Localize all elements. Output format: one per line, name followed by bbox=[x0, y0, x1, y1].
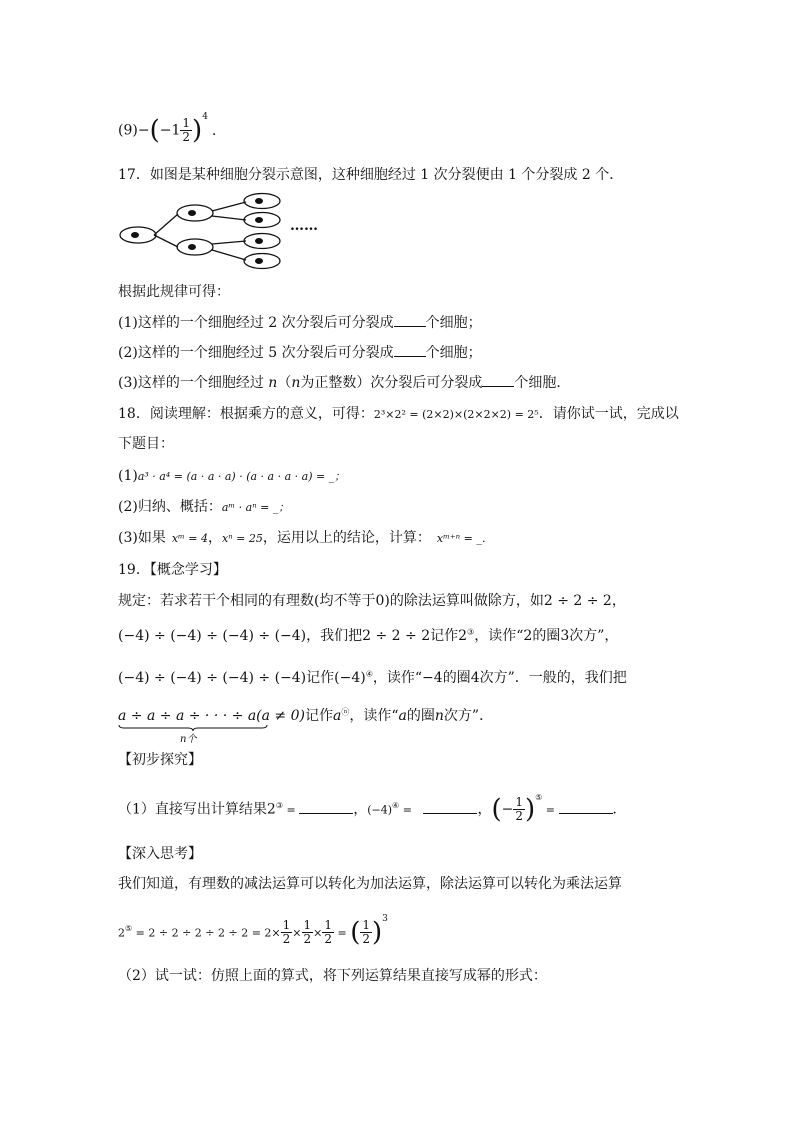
comma: ， bbox=[477, 801, 492, 818]
fraction-1 bbox=[281, 919, 293, 946]
count: 4 bbox=[470, 670, 480, 686]
condition: (a ≠ 0) bbox=[256, 708, 305, 724]
item-label: (9) bbox=[118, 122, 138, 139]
diagram-continuation: …… bbox=[290, 218, 318, 234]
q18-part-3 bbox=[118, 528, 493, 549]
part-text: ，运用以上的结论，计算： bbox=[262, 530, 431, 546]
q19-line-2 bbox=[118, 626, 618, 646]
part-text-end: 个细胞． bbox=[514, 375, 571, 391]
text: ，读作“ bbox=[349, 708, 399, 724]
q18-part-2 bbox=[118, 497, 289, 518]
q19-definition bbox=[118, 591, 626, 611]
comma: ， bbox=[611, 593, 626, 609]
text: 记作 bbox=[430, 628, 459, 644]
base: (−4) bbox=[367, 803, 393, 817]
fraction-numerator: 1 bbox=[282, 918, 291, 932]
text: ，读作“ bbox=[474, 628, 524, 644]
q17-stem: 17．如图是某种细胞分裂示意图，这种细胞经过 1 次分裂便由 1 个分裂成 2 个． bbox=[118, 167, 624, 183]
text: 的圈 bbox=[532, 628, 561, 644]
minus-sign-inner: − bbox=[159, 122, 172, 139]
fraction-numerator: 1 bbox=[324, 918, 332, 932]
left-paren: ( bbox=[491, 794, 502, 825]
times: × bbox=[313, 926, 323, 940]
fraction bbox=[513, 796, 525, 823]
base: a bbox=[332, 708, 342, 724]
q17-rule: 根据此规律可得： bbox=[118, 284, 230, 300]
formula-neg4: (−4) ÷ (−4) ÷ (−4) ÷ (−4) bbox=[118, 628, 307, 644]
deep-formula bbox=[118, 913, 388, 948]
answer-blank-e1[interactable] bbox=[299, 799, 353, 814]
text: 次方”．一般的，我们把 bbox=[479, 670, 627, 686]
base: (−4) bbox=[334, 670, 366, 686]
right-paren: ) bbox=[524, 794, 536, 825]
period: ． bbox=[612, 801, 627, 818]
text: 记作 bbox=[306, 670, 335, 686]
part-formula: a³ · a⁴ = (a · a · a) · (a · a · a · a) = _； bbox=[137, 470, 346, 483]
try-instruction: （2）试一试：仿照上面的算式，将下列运算结果直接写成幂的形式： bbox=[118, 968, 547, 984]
count: n bbox=[434, 708, 444, 724]
q18-part-1 bbox=[118, 466, 345, 487]
def-text-2: )的除法运算叫做除方，如 bbox=[384, 593, 544, 609]
answer-blank-2[interactable] bbox=[394, 342, 426, 357]
q19-heading: 19．【概念学习】 bbox=[118, 562, 227, 578]
fraction-result bbox=[360, 919, 372, 946]
answer-blank-e2[interactable] bbox=[423, 799, 477, 814]
circle-exponent: ③ bbox=[275, 800, 284, 810]
deep-heading: 【深入思考】 bbox=[118, 846, 202, 862]
given-2: xⁿ = 25 bbox=[222, 532, 263, 545]
circle-exponent: ⓝ bbox=[341, 707, 350, 717]
example-formula: 2³×2² = (2×2)×(2×2×2) = 2⁵ bbox=[373, 408, 539, 421]
division-chain: = 2 ÷ 2 ÷ 2 ÷ 2 ÷ 2 = 2× bbox=[132, 926, 281, 940]
minus-sign: − bbox=[501, 801, 514, 818]
equals: = bbox=[283, 803, 300, 817]
underbrace-label: n个 bbox=[180, 734, 197, 745]
exponent: 3 bbox=[382, 913, 388, 924]
exponent: 4 bbox=[202, 111, 208, 122]
fraction-2 bbox=[302, 919, 314, 946]
equals: = bbox=[399, 803, 416, 817]
q19-line-3 bbox=[118, 668, 627, 688]
circle-exponent: ⑤ bbox=[125, 923, 133, 933]
period: . bbox=[211, 122, 217, 139]
part-formula: aᵐ · aⁿ = _； bbox=[221, 501, 290, 514]
times: × bbox=[292, 926, 302, 940]
left-paren: ( bbox=[350, 917, 361, 948]
count: 3 bbox=[560, 628, 570, 644]
base: a bbox=[398, 708, 407, 724]
part-text-end: 个细胞； bbox=[425, 315, 482, 331]
fraction-denominator: 2 bbox=[282, 932, 291, 946]
part-text: (2)这样的一个细胞经过 5 次分裂后可分裂成 bbox=[118, 345, 394, 361]
fraction-numerator: 1 bbox=[362, 918, 371, 932]
fraction-denominator: 2 bbox=[303, 932, 312, 946]
paren-open: （ bbox=[277, 375, 292, 391]
text: 的圈 bbox=[406, 708, 435, 724]
right-paren: ) bbox=[192, 115, 203, 146]
fraction-denominator: 2 bbox=[182, 130, 191, 144]
base: 2 bbox=[266, 801, 276, 818]
text: ，我们把 bbox=[306, 628, 363, 644]
formula-2: 2 ÷ 2 ÷ 2 bbox=[362, 628, 431, 644]
text: ，读作“ bbox=[372, 670, 423, 686]
def-formula: 2 ÷ 2 ÷ 2 bbox=[543, 593, 612, 609]
fraction-denominator: 2 bbox=[515, 809, 523, 823]
part-label: (3)如果 bbox=[118, 530, 166, 546]
def-text: 规定：若求若干个相同的有理数(均不等于 bbox=[118, 593, 376, 609]
fraction-3 bbox=[322, 919, 334, 946]
var-n: n bbox=[268, 375, 278, 391]
q18-stem-cont: 下题目： bbox=[118, 436, 174, 452]
fraction-numerator: 1 bbox=[515, 795, 523, 809]
equals: = bbox=[334, 926, 351, 940]
q16-item-9 bbox=[118, 111, 217, 146]
circle-exponent: ⑤ bbox=[535, 792, 543, 802]
left-paren: ( bbox=[149, 115, 160, 146]
fraction-denominator: 2 bbox=[362, 932, 371, 946]
given-1: xᵐ = 4 bbox=[171, 532, 209, 545]
zero: 0 bbox=[375, 593, 385, 609]
comma: ， bbox=[353, 801, 368, 818]
q18-stem bbox=[118, 404, 679, 425]
deep-text: 我们知道，有理数的减法运算可以转化为加法运算，除法运算可以转化为乘法运算 bbox=[118, 876, 622, 892]
minus-sign: − bbox=[137, 122, 150, 139]
mixed-whole: 1 bbox=[171, 122, 181, 139]
text: （1）直接写出计算结果 bbox=[118, 801, 267, 818]
part-label: (1) bbox=[118, 468, 138, 484]
text: 次方”， bbox=[569, 628, 619, 644]
part-text: (3)这样的一个细胞经过 bbox=[118, 375, 269, 391]
underbrace-group bbox=[118, 706, 305, 745]
division-chain: a ÷ a ÷ a ÷ · · · ÷ a bbox=[118, 708, 257, 724]
stem-text-2: ．请你试一试，完成以 bbox=[538, 406, 679, 422]
answer-blank-e3[interactable] bbox=[559, 799, 613, 814]
part-label: (2)归纳、概括： bbox=[118, 499, 222, 515]
base: 2 bbox=[458, 628, 468, 644]
fraction-numerator: 1 bbox=[303, 918, 312, 932]
explore-heading: 【初步探究】 bbox=[118, 752, 202, 768]
base: −4 bbox=[422, 670, 443, 686]
answer-blank-3[interactable] bbox=[482, 372, 514, 387]
part-text-mid: 为正整数）次分裂后可分裂成 bbox=[300, 375, 483, 391]
stem-text: 18．阅读理解：根据乘方的意义，可得： bbox=[118, 406, 374, 422]
part-text: (1)这样的一个细胞经过 2 次分裂后可分裂成 bbox=[118, 315, 394, 331]
equals: = bbox=[542, 803, 559, 817]
q17-part-1 bbox=[118, 312, 482, 333]
target-formula: xᵐ⁺ⁿ = _． bbox=[436, 532, 493, 545]
fraction bbox=[180, 117, 192, 144]
base: 2 bbox=[523, 628, 533, 644]
comma: ， bbox=[208, 530, 223, 546]
q19-line-4 bbox=[118, 706, 494, 745]
answer-blank-1[interactable] bbox=[394, 312, 426, 327]
q17-part-3 bbox=[118, 372, 570, 393]
fraction-denominator: 2 bbox=[324, 932, 332, 946]
text: 记作 bbox=[304, 708, 333, 724]
fraction-numerator: 1 bbox=[182, 116, 191, 130]
circle-exponent: ④ bbox=[365, 669, 373, 679]
base: 2 bbox=[118, 926, 125, 940]
circle-exponent: ④ bbox=[392, 800, 400, 810]
var-n-2: n bbox=[291, 375, 301, 391]
text: 的圈 bbox=[442, 670, 471, 686]
right-paren: ) bbox=[372, 917, 383, 948]
part-text-end: 个细胞； bbox=[425, 345, 482, 361]
circle-exponent: ③ bbox=[467, 627, 475, 637]
q17-part-2 bbox=[118, 342, 482, 363]
explore-part-1 bbox=[118, 792, 627, 825]
text: 次方”． bbox=[443, 708, 494, 724]
formula-neg4: (−4) ÷ (−4) ÷ (−4) ÷ (−4) bbox=[118, 670, 307, 686]
